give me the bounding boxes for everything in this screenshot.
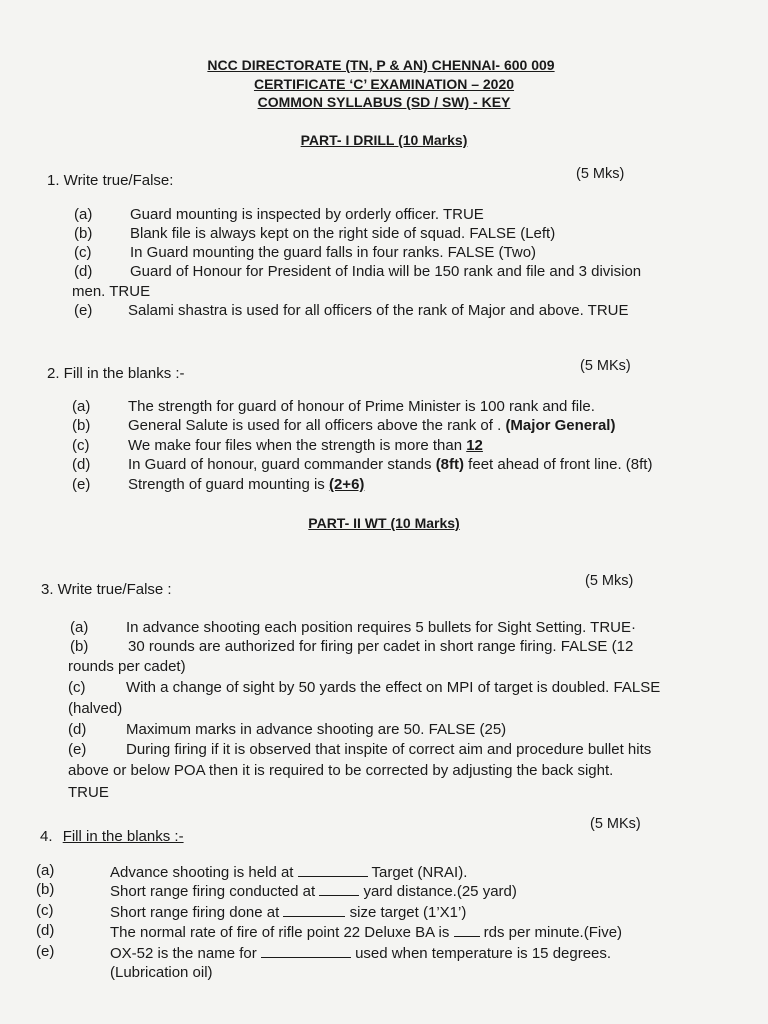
item-label: (c) [36,902,54,919]
item-label: (a) [72,398,91,415]
item-text: OX-52 is the name for [110,945,261,962]
item-text: 30 rounds are authorized for firing per cadet in short range firing. FALSE (12 [128,638,634,655]
item-label: (b) [74,225,93,242]
q4-marks: (5 MKs) [590,816,641,832]
item-text: During firing if it is observed that inspite of correct aim and procedure bullet hits [126,741,652,758]
item-label: (e) [72,476,91,493]
header-line-2: CERTIFICATE ‘C’ EXAMINATION – 2020 [253,76,515,92]
q4-number: 4. [40,828,53,845]
item-text: Short range firing conducted at [110,883,320,900]
header-line-1: NCC DIRECTORATE (TN, P & AN) CHENNAI- 600 009 [207,57,555,73]
part2-title: PART- II WT (10 Marks) [308,515,460,531]
item-label: (d) [68,721,87,738]
item-label: (d) [74,263,93,280]
q3-item-e-continued-1: above or below POA then it is required to be corrected by adjusting the back sight. [68,762,614,779]
item-answer: (2+6) [328,476,365,493]
q1-heading: 1. Write true/False: [47,172,174,189]
q4-heading-text: Fill in the blanks :- [62,828,184,845]
q3-marks: (5 Mks) [585,573,634,589]
item-text: The normal rate of fire of rifle point 22 Deluxe BA is [110,924,454,941]
q4-item-e-continued: (Lubrication oil) [110,964,213,981]
item-label: (d) [36,922,55,939]
item-answer: 12 [466,437,483,454]
item-text: Guard of Honour for President of India will be 150 rank and file and 3 division [130,263,642,280]
item-label: (b) [36,881,55,898]
item-label: (b) [70,638,89,655]
q3-item-b-continued: rounds per cadet) [68,658,186,675]
item-label: (a) [36,862,55,879]
item-text: In Guard mounting the guard falls in four ranks. FALSE (Two) [130,244,537,261]
item-text: We make four files when the strength is more than [128,437,467,454]
answer-blank [319,881,359,896]
item-text: Guard mounting is inspected by orderly officer. TRUE [130,206,484,223]
item-text-end: rds per minute.(Five) [479,924,623,941]
item-text: In advance shooting each position requires 5 bullets for Sight Setting. TRUE· [126,619,637,636]
item-label: (d) [72,456,91,473]
part1-title: PART- I DRILL (10 Marks) [300,132,468,148]
item-text: Maximum marks in advance shooting are 50. FALSE (25) [126,721,507,738]
header-line-3: COMMON SYLLABUS (SD / SW) - KEY [257,94,511,110]
item-text: With a change of sight by 50 yards the effect on MPI of target is doubled. FALSE [126,679,661,696]
q1-item-d-continued: men. TRUE [72,283,151,300]
item-text: Advance shooting is held at [110,864,298,881]
item-label: (a) [70,619,89,636]
item-text-end: feet ahead of front line. (8ft) [464,456,653,473]
item-label: (a) [74,206,93,223]
item-answer: (Major General) [505,417,616,434]
item-text-end: used when temperature is 15 degrees. [350,945,612,962]
item-label: (c) [74,244,92,261]
item-text: The strength for guard of honour of Prime Minister is 100 rank and file. [128,398,595,415]
item-label: (b) [72,417,91,434]
q1-marks: (5 Mks) [576,166,625,182]
item-label: (e) [36,943,55,960]
answer-blank [454,922,480,937]
item-text: Salami shastra is used for all officers of the rank of Major and above. TRUE [128,302,629,319]
item-text: Short range firing done at [110,904,284,921]
item-answer: (8ft) [435,456,465,473]
q2-heading: 2. Fill in the blanks :- [47,365,185,382]
item-label: (c) [72,437,90,454]
answer-blank [261,943,351,958]
item-label: (c) [68,679,86,696]
answer-blank [283,902,345,917]
item-label: (e) [68,741,87,758]
q4-heading [40,828,184,845]
q2-marks: (5 MKs) [580,358,631,374]
item-text-end: Target (NRAI). [367,864,468,881]
q3-item-c-continued: (halved) [68,700,123,717]
item-text: Blank file is always kept on the right side of squad. FALSE (Left) [130,225,556,242]
q3-heading: 3. Write true/False : [41,581,172,598]
item-text: In Guard of honour, guard commander stands [128,456,436,473]
item-text-end: size target (1’X1’) [345,904,467,921]
answer-blank [298,862,368,877]
item-text-end: yard distance.(25 yard) [359,883,517,900]
item-text: Strength of guard mounting is [128,476,329,493]
item-text: General Salute is used for all officers above the rank of . [128,417,506,434]
q3-item-e-continued-2: TRUE [68,784,109,801]
item-label: (e) [74,302,93,319]
